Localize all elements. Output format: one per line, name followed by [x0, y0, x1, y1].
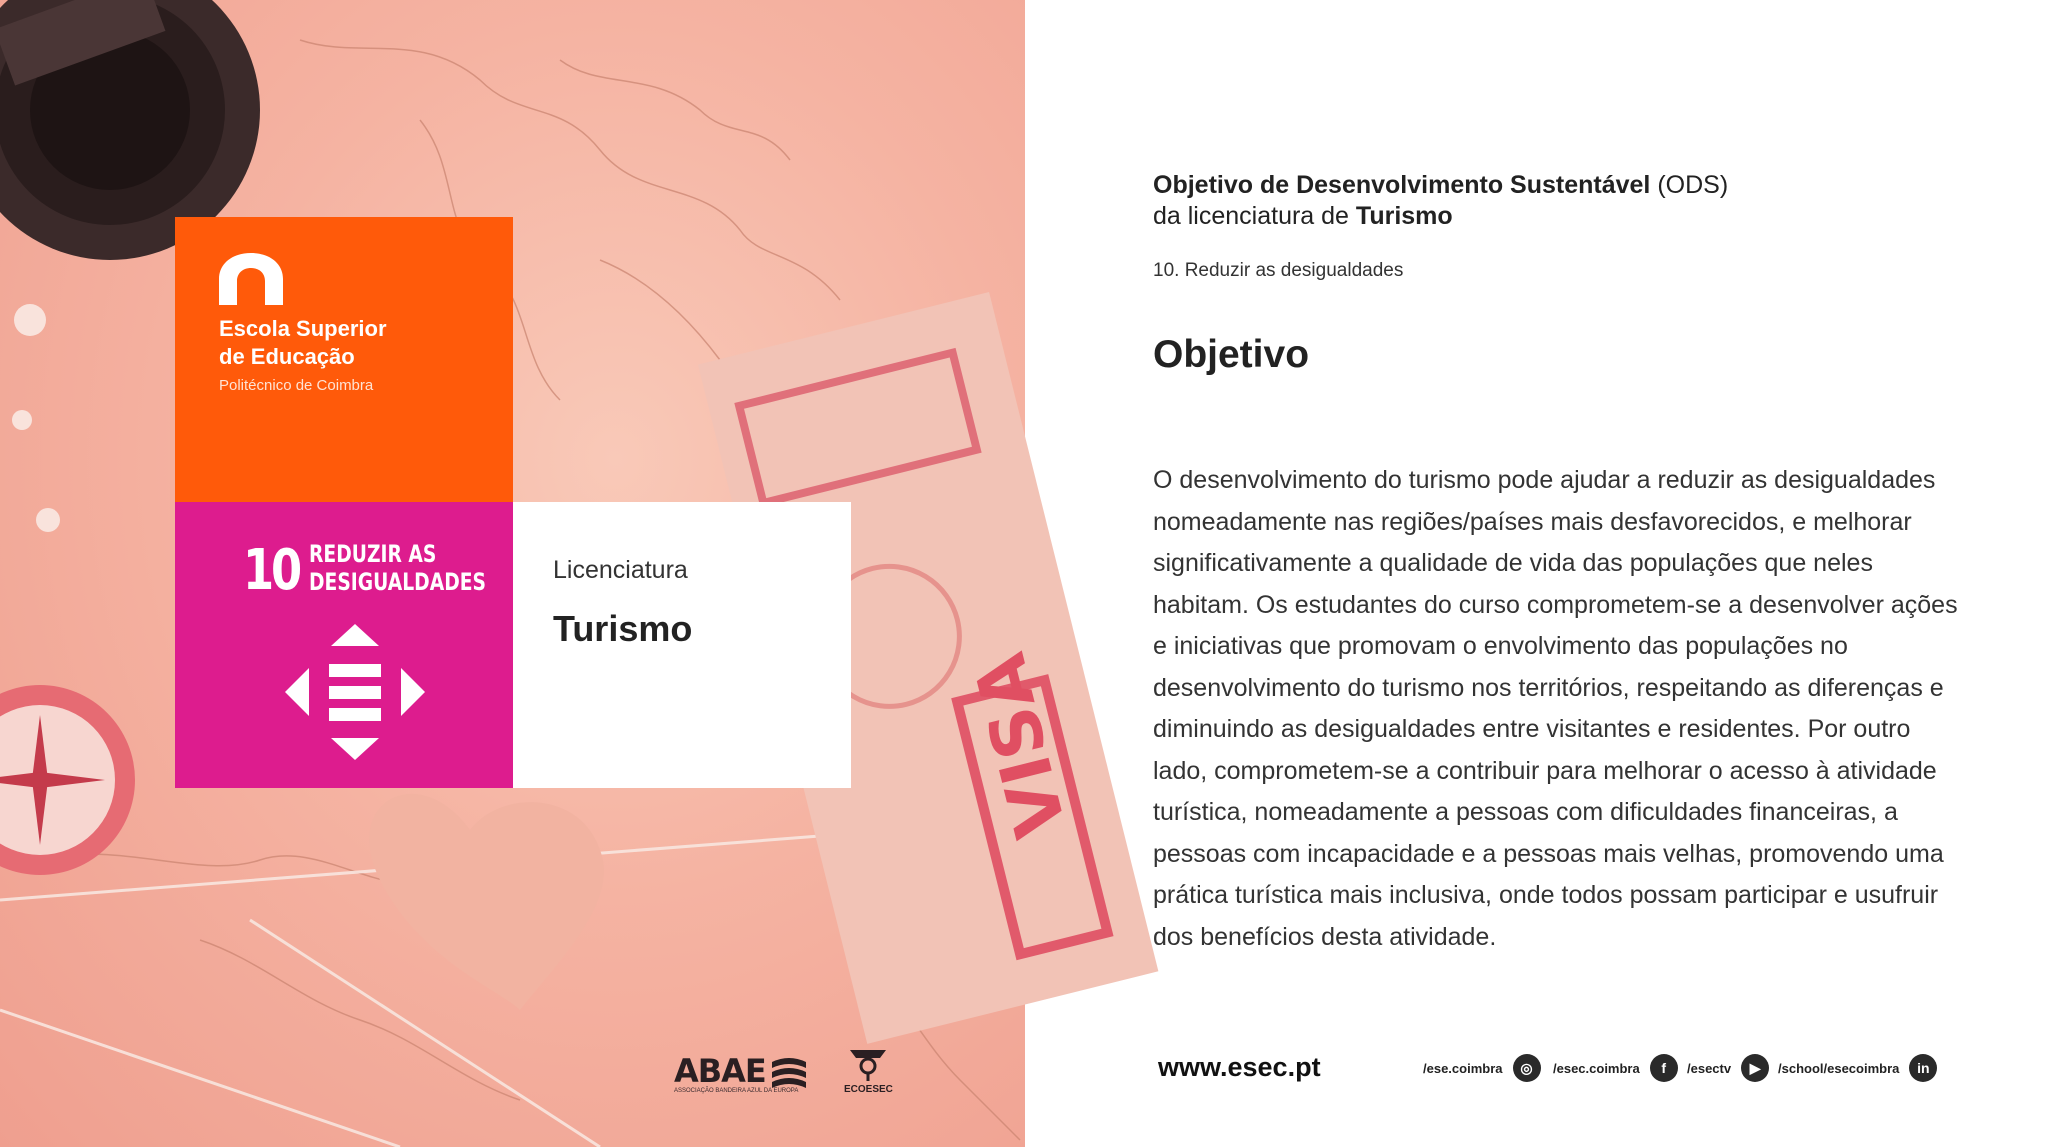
- equality-icon: [283, 620, 427, 764]
- heading-course: Turismo: [1355, 202, 1453, 230]
- objective-paragraph: O desenvolvimento do turismo pode ajudar a reduzir as desigualdades nomeadamente nas regiões/países mais desfavorecidos, e melhorar significativamente a qualidade de vida das populações que neles habitam. Os estudantes do curso comprometem-se a desenvolver ações e iniciativas que promovam o envolvimento das populações no desenvolvimento do turismo nos territórios, respeitando as diferenças e diminuindo as desigualdades entre visitantes e residentes. Por outro lado, comprometem-se a contribuir para melhorar o acesso à atividade turística, nomeadamente a pessoas com dificuldades financeiras, a pessoas com incapacidade e a pessoas mais velhas, promovendo uma prática turística mais inclusiva, onde todos possam participar e usufruir dos benefícios desta atividade.: [1153, 466, 1958, 951]
- website-link[interactable]: www.esec.pt: [1158, 1052, 1321, 1082]
- abae-wave-icon: [770, 1054, 808, 1090]
- degree-label: Licenciatura: [553, 556, 688, 584]
- sdg-title: REDUZIR AS DESIGUALDADES: [309, 540, 487, 596]
- ods-goal-item: 10. Reduzir as desigualdades: [1153, 260, 1404, 281]
- school-subtitle: Politécnico de Coimbra: [219, 377, 374, 394]
- social-handle: /esectv: [1687, 1060, 1732, 1076]
- heading-bold-ods: Objetivo de Desenvolvimento Sustentável: [1153, 171, 1651, 199]
- course-name: Turismo: [553, 608, 693, 649]
- heading-ods-abbrev: (ODS): [1650, 171, 1729, 199]
- abae-logo-text: ABAE: [674, 1052, 766, 1090]
- social-handle: /esec.coimbra: [1553, 1060, 1640, 1076]
- content-panel: [1153, 0, 2013, 1147]
- page-heading: [1153, 170, 1728, 232]
- social-instagram[interactable]: [1423, 1054, 1541, 1082]
- section-title: Objetivo: [1153, 333, 1310, 376]
- social-handle: /school/esecoimbra: [1778, 1060, 1900, 1076]
- esec-arch-logo-icon: [219, 253, 283, 305]
- sdg-number: 10: [243, 538, 299, 603]
- ecoesec-logo: [838, 1046, 898, 1102]
- youtube-icon: ▶: [1741, 1054, 1769, 1082]
- linkedin-icon: in: [1909, 1054, 1937, 1082]
- social-youtube[interactable]: [1687, 1054, 1769, 1082]
- social-handle: /ese.coimbra: [1423, 1060, 1503, 1076]
- course-card: [513, 502, 851, 788]
- svg-text:VISA: VISA: [958, 645, 1083, 846]
- sdg-10-block: [175, 502, 513, 788]
- abae-subtitle: ASSOCIAÇÃO BANDEIRA AZUL DA EUROPA: [674, 1088, 799, 1094]
- ecoesec-text: ECOESEC: [844, 1084, 893, 1095]
- abae-logo: [674, 1048, 810, 1098]
- social-facebook[interactable]: [1553, 1054, 1678, 1082]
- instagram-icon: ◎: [1513, 1054, 1541, 1082]
- footer: [1153, 1048, 2013, 1088]
- heading-line2-prefix: da licenciatura de: [1153, 202, 1356, 230]
- school-name: Escola Superior de Educação: [219, 316, 387, 369]
- facebook-icon: f: [1650, 1054, 1678, 1082]
- ecoesec-emblem-icon: [846, 1046, 890, 1082]
- social-linkedin[interactable]: [1778, 1054, 1937, 1082]
- school-brand-block: [175, 217, 513, 502]
